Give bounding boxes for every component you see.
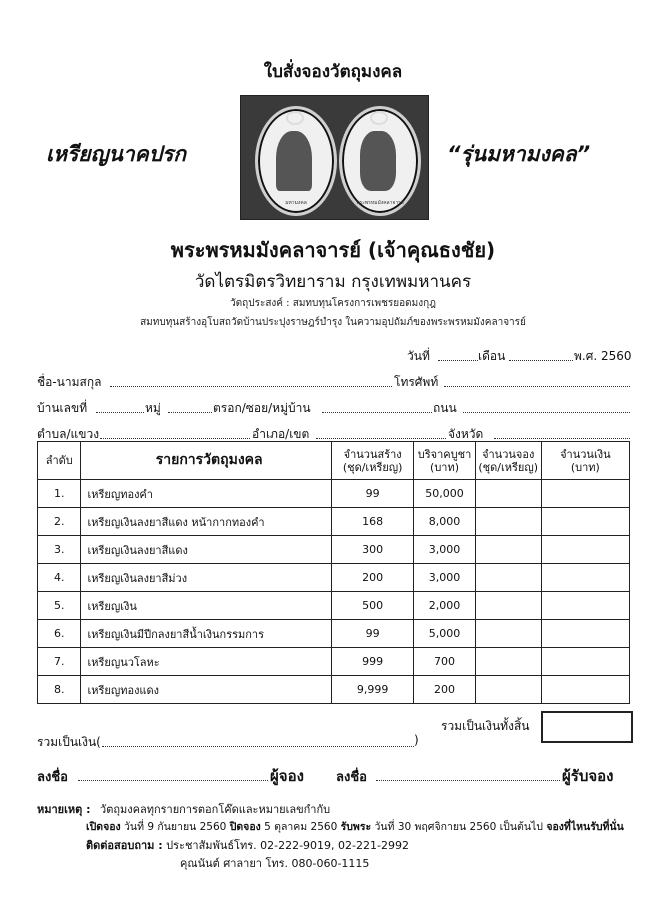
row-price: 700 bbox=[414, 648, 475, 676]
monk-name: พระพรหมมังคลาจารย์ (เจ้าคุณธงชัย) bbox=[170, 238, 496, 262]
row-qty: 168 bbox=[331, 508, 414, 536]
road-label: ถนน bbox=[433, 401, 457, 415]
note-label: หมายเหตุ : bbox=[37, 803, 91, 816]
moo-label: หมู่ bbox=[145, 401, 161, 415]
medal-loop-icon bbox=[370, 111, 388, 125]
medal-front bbox=[255, 106, 337, 216]
header-amount-l1: จำนวนเงิน bbox=[560, 447, 611, 461]
subdistrict-field[interactable] bbox=[100, 438, 250, 439]
header-item: รายการวัตถุมงคล bbox=[81, 442, 331, 480]
garuda-icon bbox=[360, 131, 396, 191]
note-line-2 bbox=[86, 818, 624, 835]
open-date: วันที่ 9 กันยายน 2560 bbox=[124, 821, 227, 833]
row-amount-field[interactable] bbox=[541, 676, 629, 704]
road-field[interactable] bbox=[463, 412, 630, 413]
day-field[interactable] bbox=[438, 360, 478, 361]
pickup-label: รับพระ bbox=[340, 821, 372, 833]
where-label: จองที่ไหนรับที่นั่น bbox=[546, 821, 624, 833]
row-qty: 99 bbox=[331, 480, 414, 508]
row-amount-field[interactable] bbox=[541, 592, 629, 620]
month-field[interactable] bbox=[509, 360, 573, 361]
row-price: 50,000 bbox=[414, 480, 475, 508]
series-name-right: “รุ่นมหามงคล” bbox=[447, 142, 591, 166]
row-no: 5. bbox=[38, 592, 81, 620]
medal-back bbox=[339, 106, 421, 216]
alley-label: ตรอก/ซอย/หมู่บ้าน bbox=[213, 401, 311, 415]
medal-front-caption: มหามงคล bbox=[285, 200, 307, 206]
header-order bbox=[475, 442, 541, 480]
order-table bbox=[37, 441, 630, 704]
note-text: วัตถุมงคลทุกรายการตอกโค๊ดและหมายเลขกำกับ bbox=[100, 803, 331, 816]
row-item: เหรียญเงินลงยาสีม่วง bbox=[81, 564, 331, 592]
row-order-field[interactable] bbox=[475, 592, 541, 620]
header-amount bbox=[541, 442, 629, 480]
grand-total-field[interactable] bbox=[541, 711, 633, 743]
moo-field[interactable] bbox=[168, 412, 212, 413]
row-no: 8. bbox=[38, 676, 81, 704]
row-price: 8,000 bbox=[414, 508, 475, 536]
row-item: เหรียญนวโลหะ bbox=[81, 648, 331, 676]
total-words-label: รวมเป็นเงิน( bbox=[37, 735, 101, 749]
row-price: 5,000 bbox=[414, 620, 475, 648]
province-field[interactable] bbox=[494, 438, 630, 439]
grand-total-label: รวมเป็นเงินทั้งสิ้น bbox=[441, 719, 530, 733]
district-label: อำเภอ/เขต bbox=[252, 427, 310, 441]
table-row bbox=[38, 536, 630, 564]
name-label: ชื่อ-นามสกุล bbox=[37, 375, 102, 389]
house-label: บ้านเลขที่ bbox=[37, 401, 88, 415]
row-qty: 200 bbox=[331, 564, 414, 592]
note-line-3 bbox=[86, 836, 409, 854]
receiver-signature-field[interactable] bbox=[376, 780, 560, 781]
row-item: เหรียญเงินลงยาสีแดง bbox=[81, 536, 331, 564]
table-header-row bbox=[38, 442, 630, 480]
row-order-field[interactable] bbox=[475, 676, 541, 704]
row-price: 3,000 bbox=[414, 536, 475, 564]
pickup-date: วันที่ 30 พฤศจิกายน 2560 เป็นต้นไป bbox=[374, 821, 543, 833]
buddha-naga-icon bbox=[276, 131, 312, 191]
contact-1: ประชาสัมพันธ์โทร. 02-222-9019, 02-221-2992 bbox=[166, 839, 409, 852]
row-no: 2. bbox=[38, 508, 81, 536]
month-label: เดือน bbox=[478, 349, 506, 363]
form-title: ใบสั่งจองวัตถุมงคล bbox=[263, 62, 403, 82]
row-no: 7. bbox=[38, 648, 81, 676]
header-qty-l2: (ชุด/เหรียญ) bbox=[342, 460, 403, 474]
row-amount-field[interactable] bbox=[541, 564, 629, 592]
close-label: ปิดจอง bbox=[229, 821, 261, 833]
header-order-l2: (ชุด/เหรียญ) bbox=[478, 460, 539, 474]
row-order-field[interactable] bbox=[475, 564, 541, 592]
header-price-l1: บริจาคบูชา bbox=[417, 447, 472, 461]
header-qty bbox=[331, 442, 414, 480]
row-qty: 500 bbox=[331, 592, 414, 620]
row-amount-field[interactable] bbox=[541, 648, 629, 676]
table-row bbox=[38, 620, 630, 648]
alley-field[interactable] bbox=[322, 412, 432, 413]
row-no: 4. bbox=[38, 564, 81, 592]
phone-label: โทรศัพท์ bbox=[394, 375, 439, 389]
row-order-field[interactable] bbox=[475, 508, 541, 536]
row-amount-field[interactable] bbox=[541, 620, 629, 648]
close-date: 5 ตุลาคม 2560 bbox=[264, 821, 338, 833]
temple-name: วัดไตรมิตรวิทยาราม กรุงเทพมหานคร bbox=[194, 272, 472, 292]
receiver-label: ผู้รับจอง bbox=[562, 767, 614, 785]
row-qty: 999 bbox=[331, 648, 414, 676]
row-order-field[interactable] bbox=[475, 620, 541, 648]
header-price-l2: (บาท) bbox=[430, 460, 460, 474]
medal-loop-icon bbox=[286, 111, 304, 125]
receiver-sign-label: ลงชื่อ bbox=[336, 770, 367, 785]
header-price bbox=[414, 442, 475, 480]
note-line-1 bbox=[37, 800, 330, 818]
table-row bbox=[38, 480, 630, 508]
name-field[interactable] bbox=[110, 386, 392, 387]
row-item: เหรียญเงิน bbox=[81, 592, 331, 620]
header-order-l1: จำนวนจอง bbox=[482, 447, 535, 461]
district-field[interactable] bbox=[316, 438, 446, 439]
row-price: 2,000 bbox=[414, 592, 475, 620]
row-price: 200 bbox=[414, 676, 475, 704]
booker-label: ผู้จอง bbox=[270, 767, 304, 785]
contact-2: คุณนันต์ ศาลายา โทร. 080-060-1115 bbox=[180, 857, 370, 870]
table-row bbox=[38, 676, 630, 704]
row-qty: 300 bbox=[331, 536, 414, 564]
booker-signature-field[interactable] bbox=[78, 780, 268, 781]
contact-label: ติดต่อสอบถาม : bbox=[86, 839, 163, 852]
table-row bbox=[38, 508, 630, 536]
header-qty-l1: จำนวนสร้าง bbox=[343, 447, 402, 461]
row-no: 6. bbox=[38, 620, 81, 648]
row-amount-field[interactable] bbox=[541, 508, 629, 536]
house-field[interactable] bbox=[96, 412, 144, 413]
total-words-field[interactable] bbox=[102, 746, 414, 747]
date-label: วันที่ bbox=[407, 349, 430, 363]
purpose-line: วัตถุประสงค์ : สมทบทุนโครงการเพชรยอดมงกุฎ bbox=[230, 298, 436, 309]
total-words-close: ) bbox=[414, 733, 419, 747]
province-label: จังหวัด bbox=[448, 427, 484, 441]
table-row bbox=[38, 564, 630, 592]
series-name-left: เหรียญนาคปรก bbox=[46, 142, 187, 166]
row-item: เหรียญทองแดง bbox=[81, 676, 331, 704]
row-amount-field[interactable] bbox=[541, 480, 629, 508]
subdistrict-label: ตำบล/แขวง bbox=[37, 427, 100, 441]
row-qty: 99 bbox=[331, 620, 414, 648]
table-row bbox=[38, 648, 630, 676]
header-no: ลำดับ bbox=[38, 442, 81, 480]
row-item: เหรียญเงินลงยาสีแดง หน้ากากทองคำ bbox=[81, 508, 331, 536]
row-no: 3. bbox=[38, 536, 81, 564]
row-item: เหรียญทองคำ bbox=[81, 480, 331, 508]
row-amount-field[interactable] bbox=[541, 536, 629, 564]
row-item: เหรียญเงินมีปีกลงยาสีน้ำเงินกรรมการ bbox=[81, 620, 331, 648]
year-label: พ.ศ. 2560 bbox=[574, 349, 632, 363]
row-order-field[interactable] bbox=[475, 536, 541, 564]
booker-sign-label: ลงชื่อ bbox=[37, 770, 68, 785]
phone-field[interactable] bbox=[444, 386, 630, 387]
row-order-field[interactable] bbox=[475, 648, 541, 676]
medal-photo bbox=[240, 95, 429, 220]
purpose-line-2: สมทบทุนสร้างอุโบสถวัดบ้านประปุงราษฎร์บำรุง ในความอุปถัมภ์ของพระพรหมมังคลาจารย์ bbox=[140, 317, 526, 328]
table-row bbox=[38, 592, 630, 620]
medal-back-caption: พระพรหมมังคลาจารย์ bbox=[356, 200, 404, 206]
row-order-field[interactable] bbox=[475, 480, 541, 508]
header-amount-l2: (บาท) bbox=[570, 460, 600, 474]
open-label: เปิดจอง bbox=[86, 821, 121, 833]
row-no: 1. bbox=[38, 480, 81, 508]
row-price: 3,000 bbox=[414, 564, 475, 592]
row-qty: 9,999 bbox=[331, 676, 414, 704]
